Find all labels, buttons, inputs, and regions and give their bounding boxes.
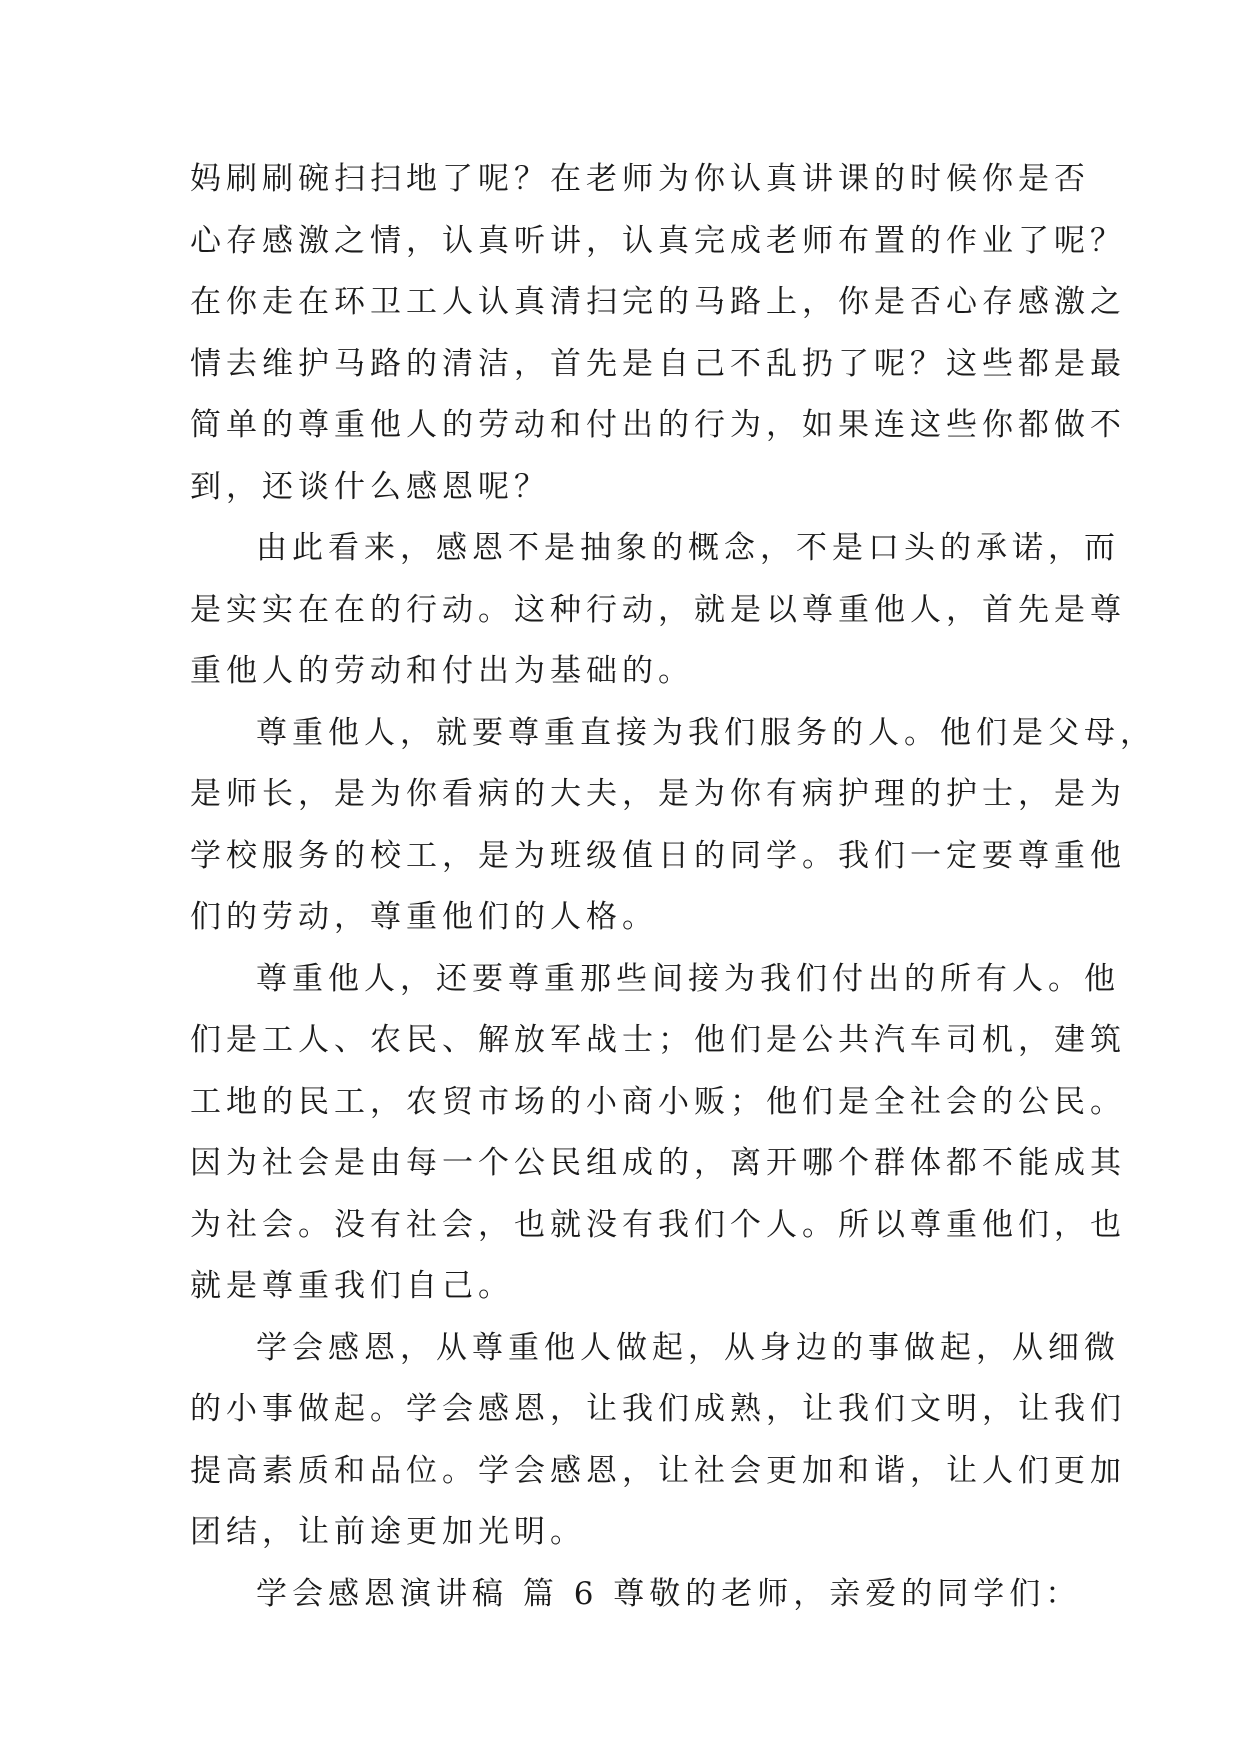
text-line: 提高素质和品位。学会感恩，让社会更加和谐，让人们更加 <box>190 1452 1126 1489</box>
text-line: 尊重他人，还要尊重那些间接为我们付出的所有人。他 <box>256 960 1120 997</box>
text-line: 简单的尊重他人的劳动和付出的行为，如果连这些你都做不 <box>190 407 1126 443</box>
text-line: 因为社会是由每一个公民组成的，离开哪个群体都不能成其 <box>190 1145 1126 1181</box>
text-line: 学校服务的校工，是为班级值日的同学。我们一定要尊重他 <box>190 837 1126 874</box>
text-line: 学会感恩，从尊重他人做起，从身边的事做起，从细微 <box>256 1329 1120 1366</box>
text-line: 心存感激之情，认真听讲，认真完成老师布置的作业了呢？ <box>190 222 1126 259</box>
text-line: 为社会。没有社会，也就没有我们个人。所以尊重他们，也 <box>190 1206 1126 1243</box>
text-line: 是师长，是为你看病的大夫，是为你有病护理的护士，是为 <box>190 776 1126 812</box>
text-line: 工地的民工，农贸市场的小商小贩；他们是全社会的公民。 <box>190 1083 1126 1120</box>
text-line: 重他人的劳动和付出为基础的。 <box>190 653 694 689</box>
document-body <box>190 149 1156 1625</box>
text-line: 情去维护马路的清洁，首先是自己不乱扔了呢？这些都是最 <box>190 345 1126 382</box>
text-line: 团结，让前途更加光明。 <box>190 1514 586 1550</box>
text-line: 妈刷刷碗扫扫地了呢？在老师为你认真讲课的时候你是否 <box>190 161 1090 197</box>
text-line: 的小事做起。学会感恩，让我们成熟，让我们文明，让我们 <box>190 1391 1126 1427</box>
text-line: 到，还谈什么感恩呢？ <box>190 468 550 505</box>
text-line: 们的劳动，尊重他们的人格。 <box>190 899 658 935</box>
text-line: 就是尊重我们自己。 <box>190 1268 514 1304</box>
text-line: 是实实在在的行动。这种行动，就是以尊重他人，首先是尊 <box>190 591 1126 628</box>
text-line: 学会感恩演讲稿 篇 6 尊敬的老师，亲爱的同学们： <box>256 1575 1082 1612</box>
text-line: 由此看来，感恩不是抽象的概念，不是口头的承诺，而 <box>256 530 1120 566</box>
text-line: 们是工人、农民、解放军战士；他们是公共汽车司机，建筑 <box>190 1022 1126 1058</box>
text-line: 在你走在环卫工人认真清扫完的马路上，你是否心存感激之 <box>190 284 1126 320</box>
text-line: 尊重他人，就要尊重直接为我们服务的人。他们是父母， <box>256 714 1156 751</box>
